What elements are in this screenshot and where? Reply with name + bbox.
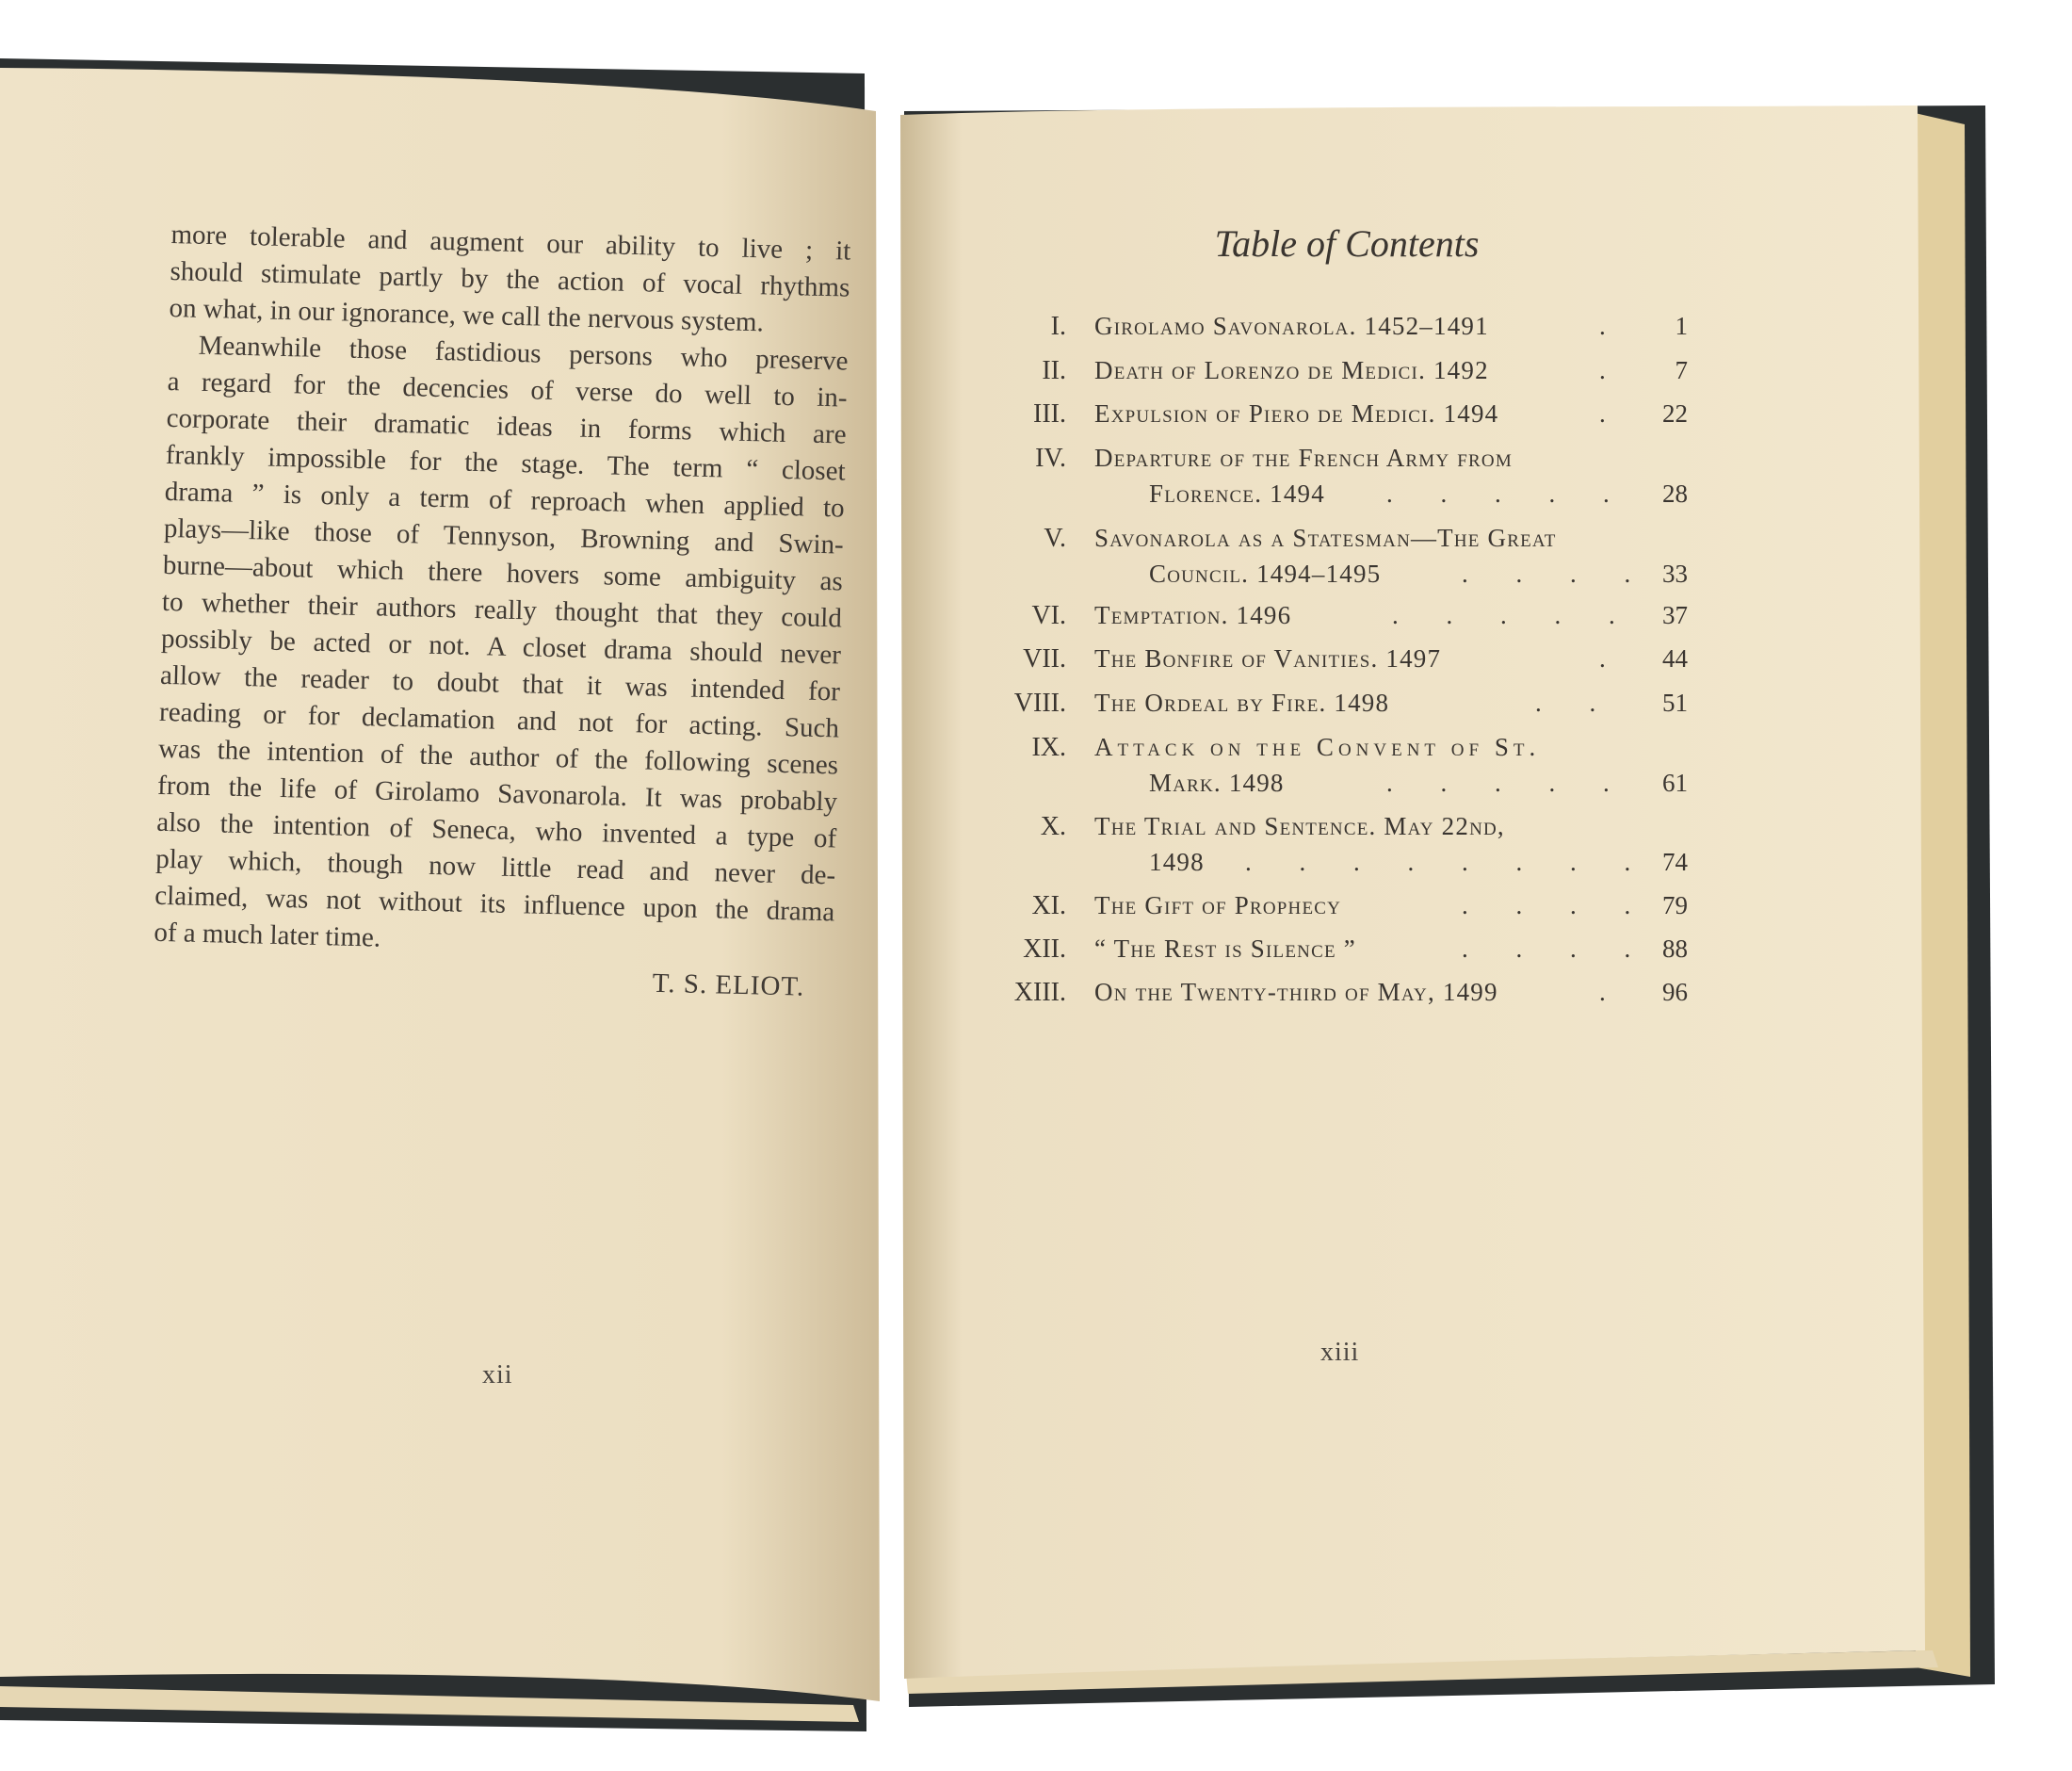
leader-dots: . bbox=[1599, 978, 1627, 1006]
toc-entry bbox=[991, 934, 1688, 976]
text-line: plays—like those of Tennyson, Browning and Swin- bbox=[163, 512, 845, 561]
toc-entry bbox=[991, 312, 1688, 353]
chapter-number: VIII. bbox=[1013, 689, 1066, 718]
toc-entry bbox=[991, 812, 1688, 895]
left-page-number: xii bbox=[482, 1360, 513, 1389]
page-number: 28 bbox=[1662, 479, 1688, 508]
text-line: Meanwhile those fastidious persons who preserve bbox=[198, 330, 849, 377]
toc-entry bbox=[991, 644, 1688, 686]
text-line: from the life of Girolamo Savonarola. It was probably bbox=[156, 770, 838, 818]
page-number: 1 bbox=[1675, 312, 1688, 340]
toc-entry bbox=[991, 399, 1688, 441]
text-line: burne—about which there hovers some ambiguity as bbox=[162, 549, 844, 597]
leader-dots: . . . . bbox=[1462, 891, 1652, 919]
chapter-number: IX. bbox=[1031, 733, 1066, 762]
chapter-number: VII. bbox=[1023, 644, 1066, 674]
page-number: 61 bbox=[1662, 769, 1688, 797]
toc-entry bbox=[991, 601, 1688, 642]
text-line: on what, in our ignorance, we call the nervous system. bbox=[169, 292, 765, 338]
toc-title: Table of Contents bbox=[1214, 222, 1480, 265]
leader-dots: . . . . . . . . bbox=[1245, 848, 1652, 876]
page-number: 79 bbox=[1662, 891, 1688, 919]
page-number: 96 bbox=[1662, 978, 1688, 1006]
chapter-number: V. bbox=[1044, 524, 1066, 553]
text-line: corporate their dramatic ideas in forms which are bbox=[166, 402, 847, 450]
page-number: 88 bbox=[1662, 934, 1688, 963]
chapter-number: IV. bbox=[1035, 444, 1066, 473]
page-number: 22 bbox=[1662, 399, 1688, 428]
chapter-title: Savonarola as a Statesman—The Great bbox=[1094, 524, 1557, 552]
toc-entry bbox=[991, 356, 1688, 398]
text-line: frankly impossible for the stage. The term “ closet bbox=[165, 439, 846, 487]
page-number: 37 bbox=[1662, 601, 1688, 629]
leader-dots: . . . . . bbox=[1386, 769, 1630, 797]
page-number: 7 bbox=[1675, 356, 1688, 384]
chapter-title-continued: Council. 1494–1495 bbox=[1149, 560, 1382, 588]
leader-dots: . . . . bbox=[1462, 934, 1652, 963]
text-line: also the intention of Seneca, who invented a type of bbox=[155, 806, 837, 854]
preface-text bbox=[153, 217, 851, 1006]
leader-dots: . bbox=[1599, 399, 1627, 428]
chapter-number: X. bbox=[1040, 812, 1066, 841]
text-line: play which, though now little read and never de- bbox=[154, 843, 836, 891]
text-line: allow the reader to doubt that it was intended for bbox=[159, 659, 841, 707]
text-line: a regard for the decencies of verse do well to in- bbox=[167, 366, 848, 414]
page-number: 33 bbox=[1662, 560, 1688, 588]
chapter-number: XIII. bbox=[1013, 978, 1066, 1007]
chapter-title: Departure of the French Army from bbox=[1094, 444, 1513, 472]
leader-dots: . . . . . bbox=[1392, 601, 1636, 629]
leader-dots: . bbox=[1599, 644, 1627, 673]
right-page-number: xiii bbox=[1320, 1338, 1360, 1367]
text-line: to whether their authors really thought that they could bbox=[161, 586, 843, 634]
text-line: reading or for declamation and not for acting. Such bbox=[158, 696, 840, 744]
toc-entry bbox=[991, 978, 1688, 1019]
leader-dots: . bbox=[1599, 356, 1627, 384]
toc-entry bbox=[991, 733, 1688, 816]
page-number: 74 bbox=[1662, 848, 1688, 876]
chapter-number: XI. bbox=[1031, 891, 1066, 920]
leader-dots: . . . . . bbox=[1386, 479, 1630, 508]
chapter-number: III. bbox=[1033, 399, 1066, 429]
chapter-title: The Bonfire of Vanities. 1497 bbox=[1094, 644, 1442, 673]
chapter-title: The Gift of Prophecy bbox=[1094, 891, 1342, 919]
leader-dots: . bbox=[1599, 312, 1627, 340]
chapter-number: II. bbox=[1042, 356, 1066, 385]
chapter-number: XII. bbox=[1023, 934, 1066, 964]
chapter-title-continued: Mark. 1498 bbox=[1149, 769, 1285, 797]
chapter-title: Death of Lorenzo de Medici. 1492 bbox=[1094, 356, 1489, 384]
chapter-title: “ The Rest is Silence ” bbox=[1094, 934, 1356, 963]
chapter-title: Temptation. 1496 bbox=[1094, 601, 1292, 629]
chapter-number: VI. bbox=[1031, 601, 1066, 630]
toc-entry bbox=[991, 444, 1688, 527]
chapter-title: Expulsion of Piero de Medici. 1494 bbox=[1094, 399, 1499, 428]
text-line: should stimulate partly by the action of vocal rhythms bbox=[170, 255, 850, 303]
chapter-title: On the Twenty-third of May, 1499 bbox=[1094, 978, 1498, 1006]
leader-dots: . . . . bbox=[1462, 560, 1652, 588]
chapter-title: Attack on the Convent of St. bbox=[1094, 733, 1541, 761]
chapter-title-continued: 1498 bbox=[1149, 848, 1205, 876]
text-line: possibly be acted or not. A closet drama should never bbox=[160, 623, 842, 671]
chapter-title: The Trial and Sentence. May 22nd, bbox=[1094, 812, 1505, 840]
text-line: of a much later time. bbox=[154, 917, 381, 953]
chapter-title: The Ordeal by Fire. 1498 bbox=[1094, 689, 1390, 717]
toc-entry bbox=[991, 891, 1688, 933]
chapter-number: I. bbox=[1050, 312, 1066, 341]
text-line: was the intention of the author of the following scenes bbox=[157, 733, 839, 781]
leader-dots: . . bbox=[1535, 689, 1617, 717]
text-line: claimed, was not without its influence upon the drama bbox=[154, 880, 835, 928]
author-signature: T. S. ELIOT. bbox=[652, 967, 805, 1002]
chapter-title-continued: Florence. 1494 bbox=[1149, 479, 1325, 508]
chapter-title: Girolamo Savonarola. 1452–1491 bbox=[1094, 312, 1489, 340]
page-number: 51 bbox=[1662, 689, 1688, 717]
text-line: drama ” is only a term of reproach when applied to bbox=[164, 476, 846, 524]
toc-entry bbox=[991, 689, 1688, 730]
toc-entry bbox=[991, 524, 1688, 607]
text-line: more tolerable and augment our ability to live ; it bbox=[170, 219, 851, 267]
page-number: 44 bbox=[1662, 644, 1688, 673]
